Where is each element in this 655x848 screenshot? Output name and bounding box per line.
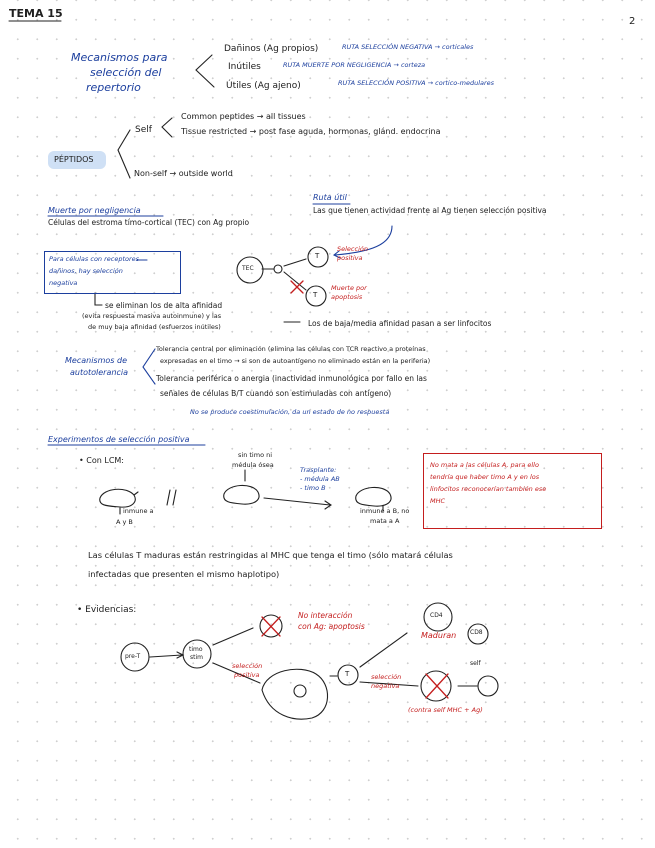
- cd4-label: CD4: [430, 612, 443, 619]
- periferica-line3: No se produce coestimulación, da un estado de no respuesta: [190, 408, 390, 416]
- contra-self-label: (contra self MHC + Ag): [408, 706, 483, 714]
- resultado-line2: mata a A: [370, 517, 400, 525]
- seleccion-label-line1: Mecanismos para: [71, 51, 168, 64]
- box-line1: Para células con receptores: [49, 255, 140, 263]
- cd8-label: CD8: [470, 629, 483, 636]
- experimentos-heading: Experimentos de selección positiva: [48, 435, 190, 444]
- sel-positiva-line2: positiva: [337, 254, 363, 262]
- eliminan-right: Los de baja/media afinidad pasan a ser linfocitos: [308, 319, 492, 328]
- trasplante-line2: - médula AB: [300, 475, 340, 483]
- periferica-line1: Tolerancia periférica o anergia (inactividad inmunológica por fallo en las: [156, 374, 427, 383]
- dañinos-ruta: RUTA SELECCIÓN NEGATIVA → corticales: [342, 43, 474, 51]
- timo-label-line2: stim: [190, 654, 203, 661]
- nonself-text: Non-self → outside world: [134, 169, 233, 178]
- dañinos-text: Dañinos (Ag propios): [224, 44, 319, 54]
- autotol-label-line2: autotolerancia: [70, 368, 128, 377]
- t-cell-label-top: T: [315, 252, 320, 260]
- utiles-ruta: RUTA SELECCIÓN POSITIVA → cortico-medulares: [338, 79, 495, 87]
- negligencia-line1-right: Las que tienen actividad frente al Ag tienen selección positiva: [313, 206, 547, 215]
- ev-sel-neg-line1: selección: [371, 673, 402, 681]
- inmune-line2: A y B: [116, 518, 133, 526]
- page-title: TEMA 15: [9, 7, 63, 20]
- eliminan-line3: de muy baja afinidad (esfuerzos inútiles): [88, 323, 221, 331]
- periferica-line2: señales de células B/T cuando son estimuladas con antígeno): [160, 389, 392, 398]
- ev-sel-neg-line2: negativa: [371, 682, 400, 690]
- muerte-line1: Muerte por: [331, 284, 367, 292]
- box-line2: dañinos, hay selección: [49, 267, 123, 275]
- conclusion-line2: infectadas que presenten el mismo haplotipo): [88, 569, 280, 579]
- sin-timo-line1: sin timo ni: [238, 451, 273, 459]
- timo-label-line1: timo: [189, 646, 203, 653]
- seleccion-label-line2: selección del: [90, 66, 162, 79]
- note-line4: MHC: [430, 497, 446, 505]
- autotol-label-line1: Mecanismos de: [65, 356, 127, 365]
- self-small-label: self: [470, 660, 481, 667]
- central-line2: expresadas en el timo → si son de autoantígeno no eliminado están en la periferia): [160, 357, 431, 365]
- conclusion-line1: Las células T maduras están restringidas al MHC que tenga el timo (sólo matará células: [88, 550, 453, 560]
- muerte-line2: apoptosis: [331, 293, 363, 301]
- note-line1: No mata a las células A, para ello: [430, 461, 539, 469]
- con-lcm-bullet: • Con LCM:: [79, 456, 124, 465]
- ev-t-cell-label: T: [345, 670, 350, 678]
- inmune-line1: inmune a: [123, 507, 154, 515]
- maduran-label: Maduran: [421, 631, 457, 640]
- inutiles-text: Inútiles: [228, 62, 261, 72]
- eliminan-line1: se eliminan los de alta afinidad: [105, 301, 223, 310]
- sin-timo-line2: médula ósea: [232, 461, 274, 469]
- resultado-line1: inmune a B, no: [360, 507, 410, 515]
- seleccion-label-line3: repertorio: [86, 81, 141, 94]
- self-common: Common peptides → all tissues: [181, 112, 306, 121]
- note-line3: linfocitos reconocerían también ese: [430, 485, 547, 493]
- note-line2: tendría que haber timo A y en los: [430, 473, 540, 481]
- eliminan-line2: (evita respuesta masiva autoinmune) y las: [82, 312, 222, 320]
- sel-positiva-line1: Selección: [337, 245, 368, 253]
- evidencias-bullet: • Evidencias:: [77, 605, 137, 615]
- trasplante-line1: Trasplante:: [300, 466, 337, 474]
- central-line1: Tolerancia central por eliminación (elimina las células con TCR reactivo a proteínas: [156, 345, 426, 353]
- trasplante-line3: - timo B: [300, 484, 326, 492]
- no-interaccion-line2: con Ag: apoptosis: [298, 622, 365, 631]
- no-interaccion-line1: No interacción: [298, 611, 353, 620]
- self-tissue: Tissue restricted → post fase aguda, hormonas, glánd. endocrina: [181, 127, 441, 136]
- negligencia-heading: Muerte por negligencia: [48, 206, 141, 215]
- t-cell-label-bottom: T: [313, 291, 318, 299]
- inutiles-ruta: RUTA MUERTE POR NEGLIGENCIA → corteza: [283, 61, 426, 69]
- ev-sel-pos-line1: selección: [232, 662, 263, 670]
- pre-t-label: pre-T: [125, 653, 141, 660]
- box-line3: negativa: [49, 279, 78, 287]
- ruta-util-label: Ruta útil: [313, 193, 347, 202]
- utiles-text: Útiles (Ag ajeno): [226, 81, 301, 91]
- ev-sel-pos-line2: positiva: [234, 671, 260, 679]
- self-label: Self: [135, 125, 152, 135]
- peptidos-label: PÉPTIDOS: [54, 155, 94, 164]
- negligencia-line1: Células del estroma tímo-cortical (TEC) con Ag propio: [48, 218, 250, 227]
- tec-cell-label: TEC: [242, 265, 254, 272]
- page-number: 2: [629, 16, 636, 27]
